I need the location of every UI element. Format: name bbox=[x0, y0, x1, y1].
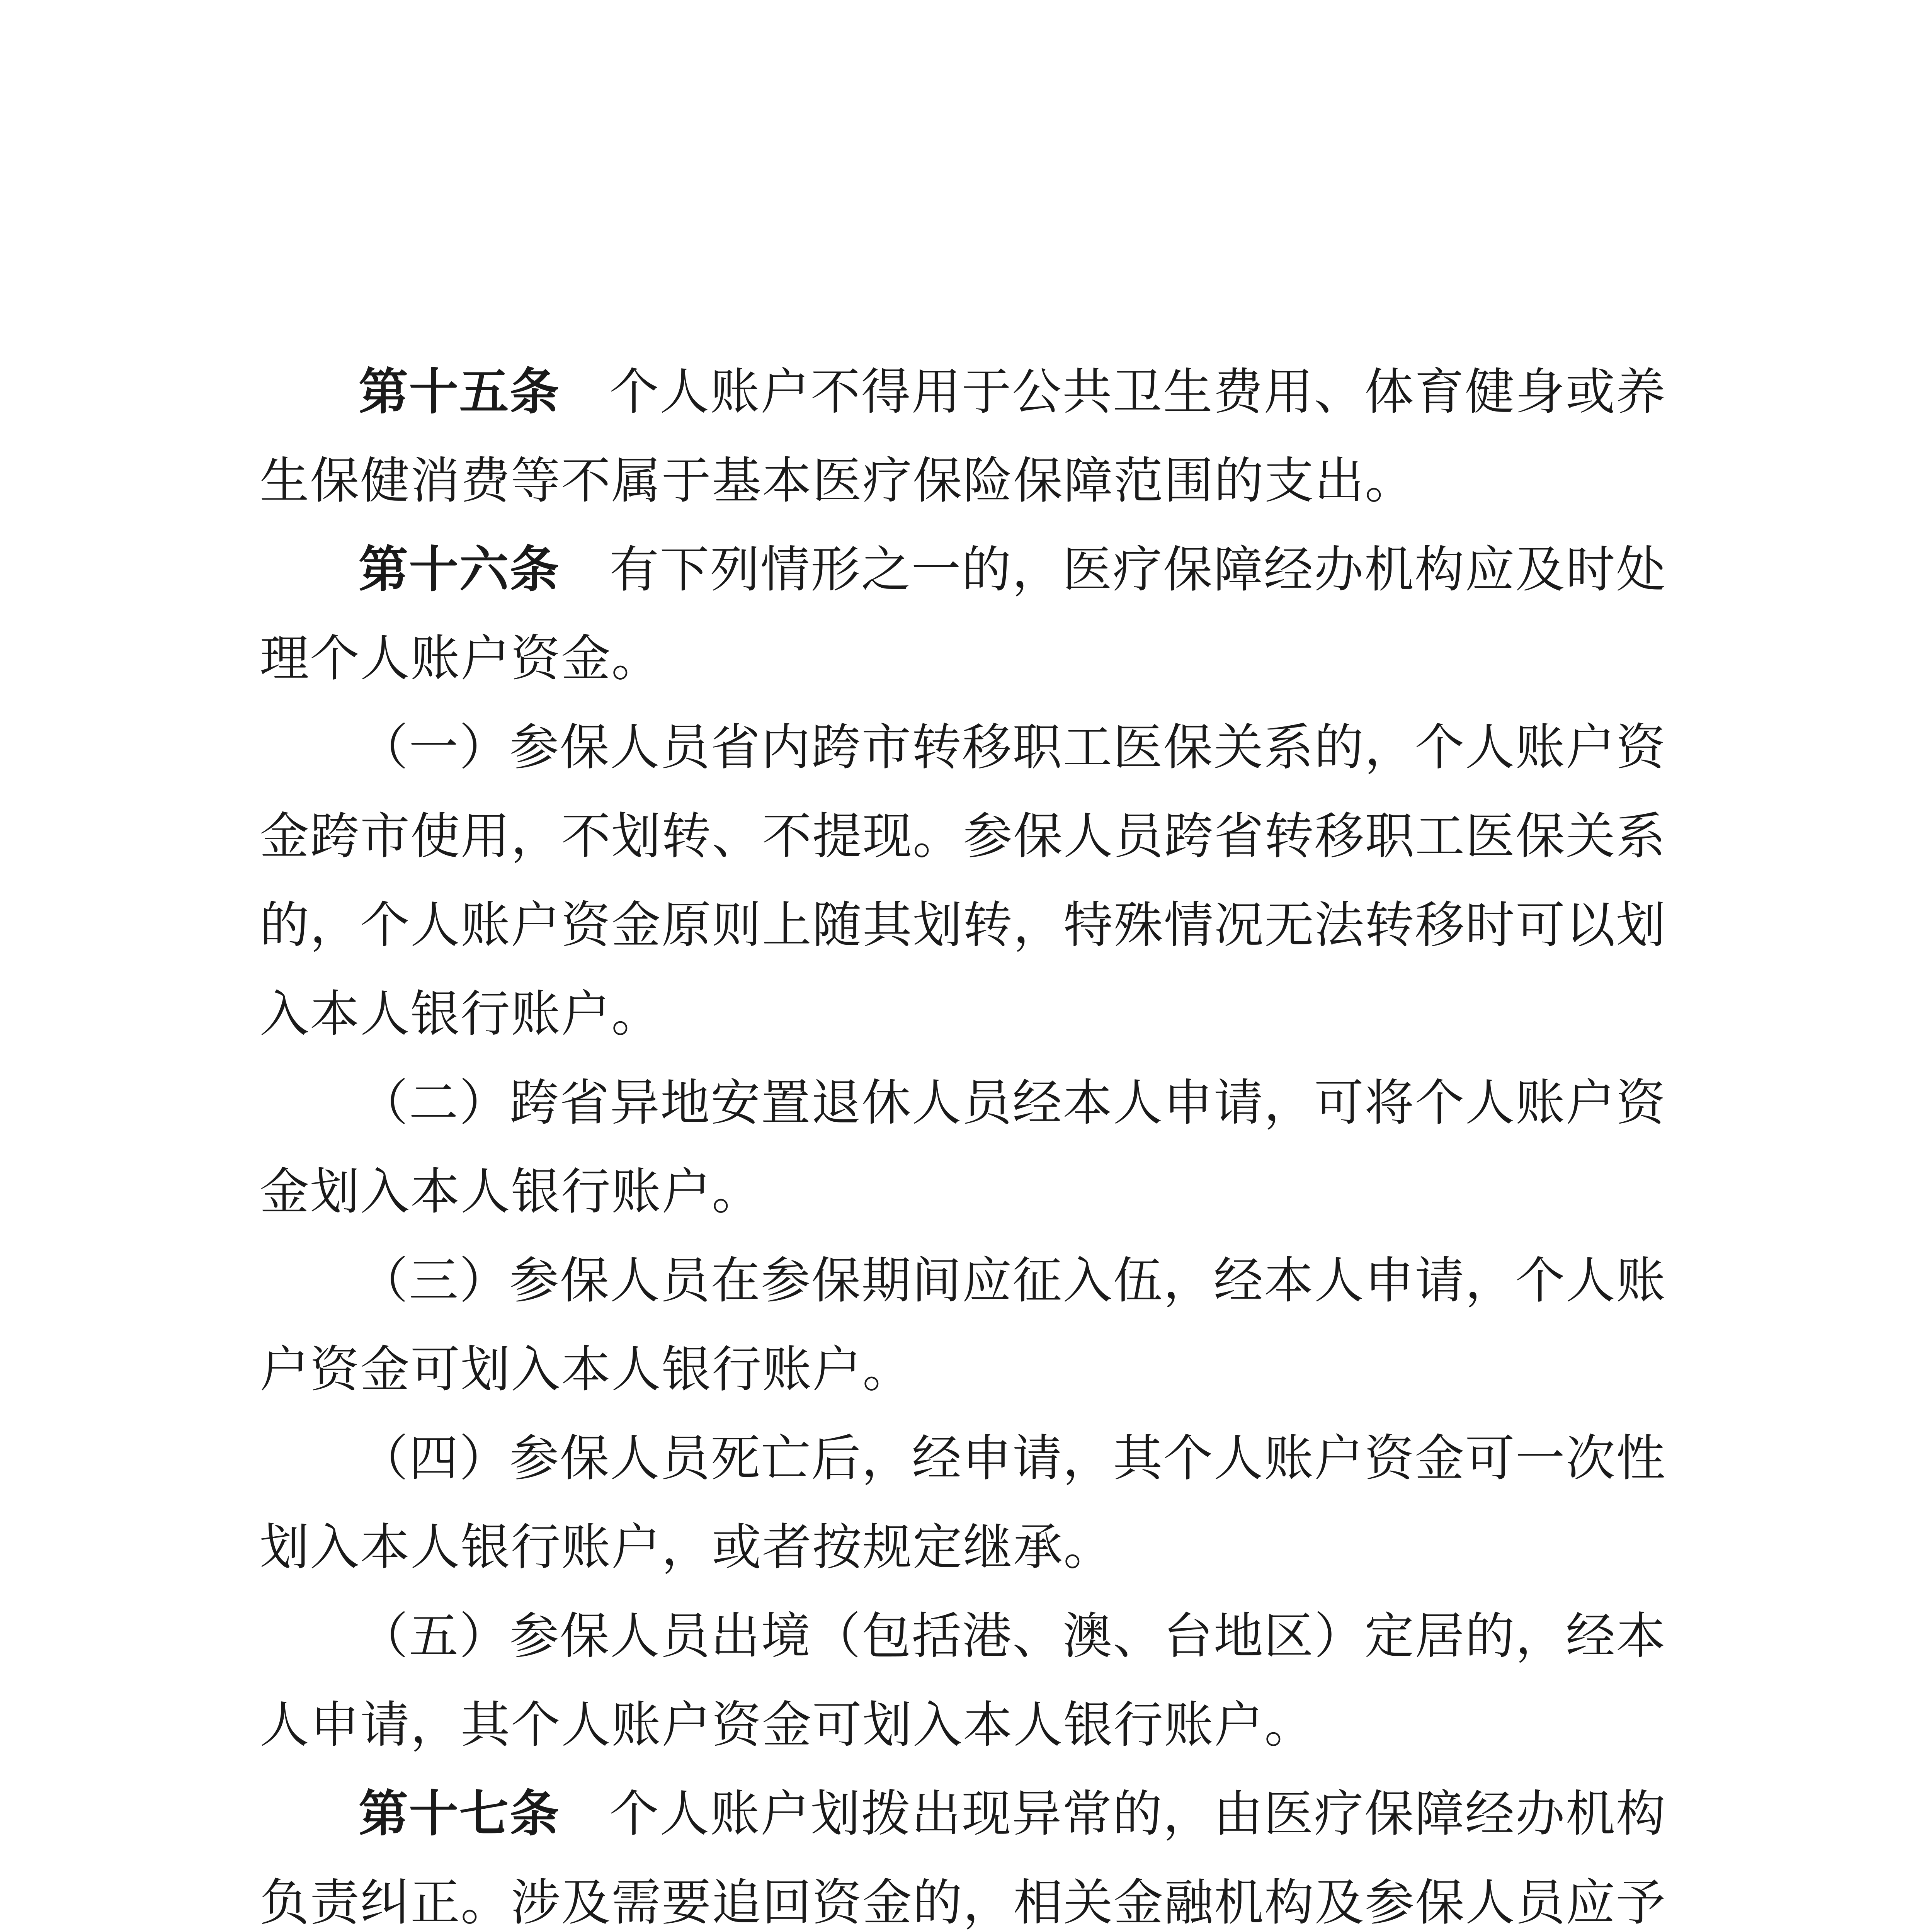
article-16 bbox=[260, 526, 1666, 703]
article-text: 有下列情形之一的，医疗保障经办机构应及时处理个人账户资金。 bbox=[260, 541, 1666, 687]
article-16-item-2: （二）跨省异地安置退休人员经本人申请，可将个人账户资金划入本人银行账户。 bbox=[260, 1074, 1666, 1221]
article-16-item-5: （五）参保人员出境（包括港、澳、台地区）定居的，经本人申请，其个人账户资金可划入本人银行账户。 bbox=[260, 1607, 1666, 1754]
document-body bbox=[260, 348, 1666, 1932]
article-text: 个人账户不得用于公共卫生费用、体育健身或养生保健消费等不属于基本医疗保险保障范围的支出。 bbox=[260, 363, 1666, 510]
article-16-item-3: （三）参保人员在参保期间应征入伍，经本人申请，个人账户资金可划入本人银行账户。 bbox=[260, 1252, 1666, 1398]
article-16-item-4: （四）参保人员死亡后，经申请，其个人账户资金可一次性划入本人银行账户，或者按规定继承。 bbox=[260, 1430, 1666, 1576]
article-text: 个人账户划拨出现异常的，由医疗保障经办机构负责纠正。涉及需要追回资金的，相关金融机构及参保人员应予 bbox=[260, 1785, 1667, 1932]
article-label: 第十七条 bbox=[359, 1785, 560, 1843]
article-15 bbox=[260, 348, 1666, 526]
article-label: 第十六条 bbox=[359, 541, 560, 599]
article-17 bbox=[260, 1770, 1666, 1932]
article-16-item-1: （一）参保人员省内跨市转移职工医保关系的，个人账户资金跨市使用，不划转、不提现。参保人员跨省转移职工医保关系的，个人账户资金原则上随其划转，特殊情况无法转移时可以划入本人银行账户。 bbox=[260, 719, 1667, 1043]
article-label: 第十五条 bbox=[359, 363, 560, 421]
